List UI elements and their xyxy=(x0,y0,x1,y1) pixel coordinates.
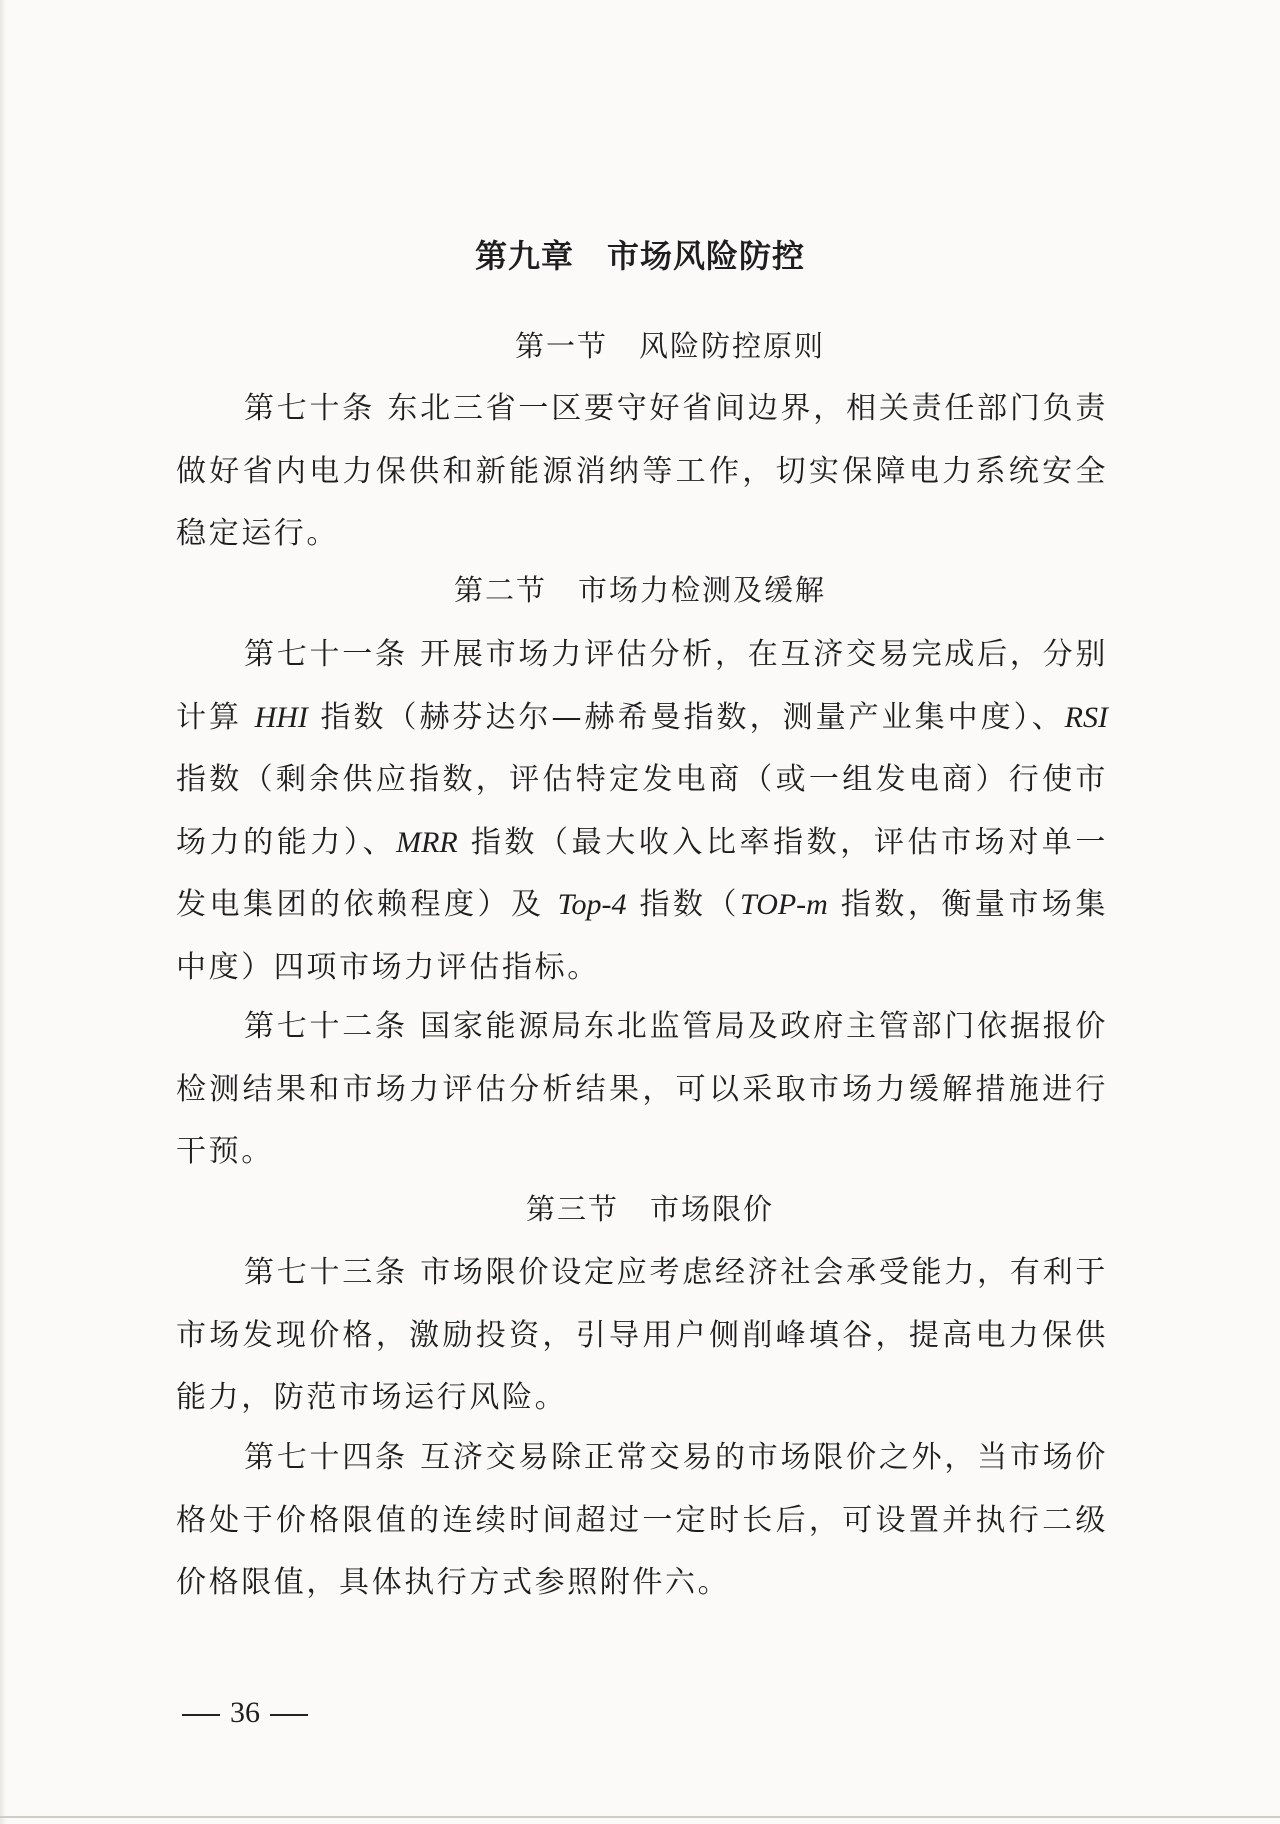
article-number: 第七十四条 xyxy=(244,1440,408,1475)
article-text-part: 指数，衡量市场集中度）四项市场力评估指标。 xyxy=(176,887,1108,985)
rsi-term: RSI xyxy=(1064,700,1108,734)
article-number: 第七十一条 xyxy=(244,637,408,672)
article-text-part: 开展市场力评估分析，在互济交易完成后，分别计算 xyxy=(176,637,1109,735)
top4-term: Top-4 xyxy=(557,888,627,921)
article-text: 市场限价设定应考虑经济社会承受能力，有利于市场发现价格，激励投资，引导用户侧削峰填谷，提高电力保供能力，防范市场运行风险。 xyxy=(176,1255,1109,1415)
article-text-part: 指数（赫芬达尔—赫希曼指数，测量产业集中度）、 xyxy=(320,699,1065,735)
article-number: 第七十条 xyxy=(244,391,376,426)
article-74 xyxy=(176,1427,1108,1615)
chapter-title: 第九章 市场风险防控 xyxy=(474,237,805,275)
page-number: 36 xyxy=(230,1696,260,1729)
article-text: 东北三省一区要守好省间边界，相关责任部门负责做好省内电力保供和新能源消纳等工作，切实保障电力系统安全稳定运行。 xyxy=(176,391,1109,551)
left-dash xyxy=(182,1714,220,1716)
section-title-3: 第三节 市场限价 xyxy=(525,1192,774,1226)
article-71 xyxy=(176,624,1108,999)
section-title-1: 第一节 风险防控原则 xyxy=(514,329,825,363)
section-title-2: 第二节 市场力检测及缓解 xyxy=(453,573,826,607)
mrr-term: MRR xyxy=(396,825,458,859)
topm-term: TOP-m xyxy=(740,888,828,921)
right-dash xyxy=(270,1714,308,1716)
article-text: 互济交易除正常交易的市场限价之外，当市场价格处于价格限值的连续时间超过一定时长后，可设置并执行二级价格限值，具体执行方式参照附件六。 xyxy=(176,1440,1109,1600)
article-73 xyxy=(176,1242,1108,1430)
article-number: 第七十二条 xyxy=(244,1009,408,1044)
hhi-term: HHI xyxy=(254,700,308,734)
page-footer xyxy=(172,1693,318,1733)
article-text-part: 指数（ xyxy=(639,887,741,922)
article-text: 国家能源局东北监管局及政府主管部门依据报价检测结果和市场力评估分析结果，可以采取市场力缓解措施进行干预。 xyxy=(176,1009,1109,1169)
scan-bottom-edge xyxy=(0,1816,1280,1818)
article-number: 第七十三条 xyxy=(244,1255,408,1290)
article-70 xyxy=(176,378,1108,566)
article-72 xyxy=(176,996,1108,1184)
article-text-part: 指数（剩余供应指数，评估特定发电商（或一组发电商）行使市场力的能力）、 xyxy=(176,762,1108,860)
article-text-part: 指数（最大收入比率指数，评估市场对单一发电集团的依赖程度）及 xyxy=(176,824,1109,922)
